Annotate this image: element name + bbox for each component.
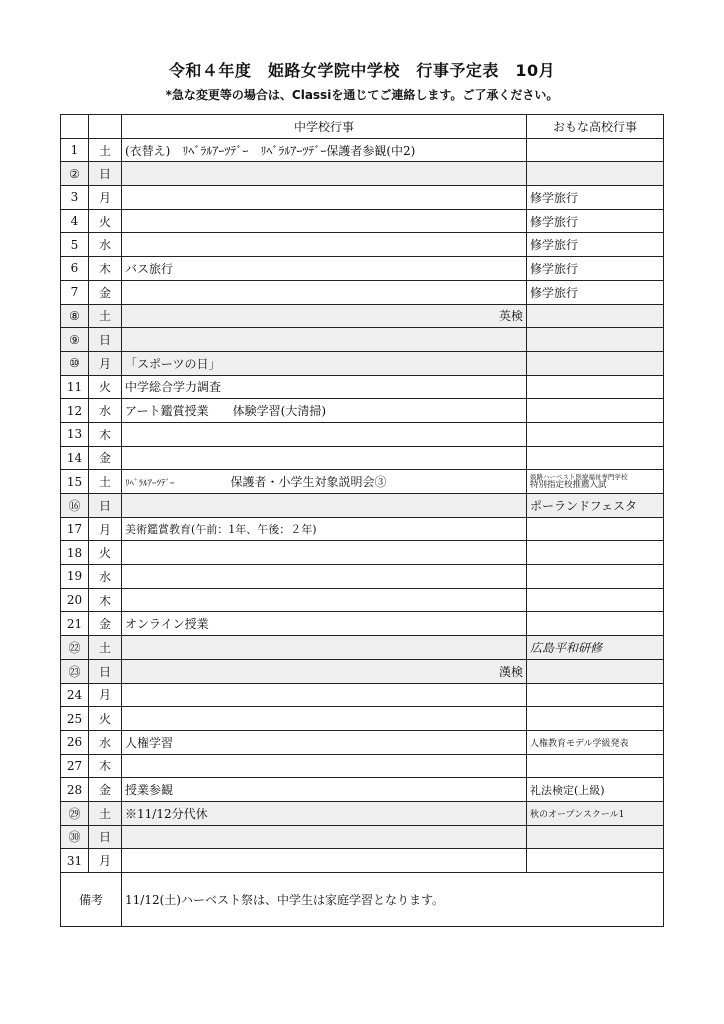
day-number: ⑯ — [61, 494, 89, 518]
table-row — [61, 399, 664, 423]
middle-school-event — [122, 422, 527, 446]
table-row — [61, 801, 664, 825]
high-school-event: 修学旅行 — [527, 257, 664, 281]
table-row — [61, 588, 664, 612]
day-number: 1 — [61, 138, 89, 162]
middle-school-event: ※11/12分代休 — [122, 801, 527, 825]
middle-school-event — [122, 825, 527, 849]
table-row — [61, 375, 664, 399]
weekday: 木 — [89, 422, 122, 446]
day-number: 13 — [61, 422, 89, 446]
high-school-event — [527, 683, 664, 707]
weekday: 木 — [89, 588, 122, 612]
middle-school-event — [122, 446, 527, 470]
middle-school-event: オンライン授業 — [122, 612, 527, 636]
table-row — [61, 328, 664, 352]
high-school-event: 修学旅行 — [527, 186, 664, 210]
high-school-event — [527, 328, 664, 352]
weekday: 月 — [89, 517, 122, 541]
table-row — [61, 849, 664, 873]
high-school-event — [527, 707, 664, 731]
weekday: 水 — [89, 730, 122, 754]
weekday: 木 — [89, 754, 122, 778]
remarks-row — [61, 873, 664, 927]
high-school-event: 修学旅行 — [527, 233, 664, 257]
weekday: 日 — [89, 825, 122, 849]
middle-school-event — [122, 233, 527, 257]
day-number: 26 — [61, 730, 89, 754]
middle-school-event — [122, 754, 527, 778]
day-number: 25 — [61, 707, 89, 731]
high-school-event — [527, 612, 664, 636]
middle-school-event: 美術鑑賞教育(午前：1年、午後：２年) — [122, 517, 527, 541]
table-row — [61, 470, 664, 494]
table-row — [61, 138, 664, 162]
header-middle-school: 中学校行事 — [122, 115, 527, 139]
day-number: 24 — [61, 683, 89, 707]
middle-school-event — [122, 683, 527, 707]
header-day — [61, 115, 89, 139]
high-school-event — [527, 162, 664, 186]
table-row — [61, 304, 664, 328]
weekday: 土 — [89, 138, 122, 162]
high-school-event: ポーランドフェスタ — [527, 494, 664, 518]
middle-school-event: (衣替え) ﾘﾍﾞﾗﾙｱｰﾂﾃﾞｰ ﾘﾍﾞﾗﾙｱｰﾂﾃﾞｰ保護者参観(中2) — [122, 138, 527, 162]
header-row — [61, 115, 664, 139]
day-number: 6 — [61, 257, 89, 281]
table-row — [61, 422, 664, 446]
middle-school-event — [122, 588, 527, 612]
day-number: 7 — [61, 280, 89, 304]
day-number: ⑨ — [61, 328, 89, 352]
weekday: 月 — [89, 683, 122, 707]
table-row — [61, 778, 664, 802]
day-number: ② — [61, 162, 89, 186]
middle-school-event — [122, 707, 527, 731]
middle-school-event — [122, 209, 527, 233]
table-row — [61, 565, 664, 589]
header-high-school: おもな高校行事 — [527, 115, 664, 139]
middle-school-event — [122, 541, 527, 565]
middle-school-event — [122, 494, 527, 518]
remarks-text: 11/12(土)ハーベスト祭は、中学生は家庭学習となります。 — [122, 873, 664, 927]
day-number: 19 — [61, 565, 89, 589]
high-school-event — [527, 588, 664, 612]
table-row — [61, 730, 664, 754]
weekday: 火 — [89, 541, 122, 565]
weekday: 土 — [89, 801, 122, 825]
high-school-event — [527, 446, 664, 470]
weekday: 日 — [89, 494, 122, 518]
high-school-event — [527, 565, 664, 589]
high-school-event — [527, 541, 664, 565]
middle-school-event — [122, 162, 527, 186]
weekday: 土 — [89, 470, 122, 494]
weekday: 火 — [89, 209, 122, 233]
weekday: 月 — [89, 351, 122, 375]
high-school-event: 修学旅行 — [527, 280, 664, 304]
weekday: 月 — [89, 849, 122, 873]
table-row — [61, 754, 664, 778]
high-school-event: 修学旅行 — [527, 209, 664, 233]
day-number: 4 — [61, 209, 89, 233]
middle-school-event — [122, 186, 527, 210]
middle-school-event: バス旅行 — [122, 257, 527, 281]
high-school-event — [527, 422, 664, 446]
info-session: 保護者・小学生対象説明会③ — [230, 475, 387, 490]
table-row — [61, 707, 664, 731]
schedule-table — [60, 114, 664, 927]
table-row — [61, 636, 664, 660]
table-row — [61, 541, 664, 565]
day-number: 5 — [61, 233, 89, 257]
high-school-event: 礼法検定(上級) — [527, 778, 664, 802]
middle-school-event: 「スポーツの日」 — [122, 351, 527, 375]
weekday: 火 — [89, 375, 122, 399]
hs-event-exam: 特別指定校推薦入試 — [530, 480, 607, 491]
table-row — [61, 683, 664, 707]
middle-school-event — [122, 328, 527, 352]
high-school-event — [527, 754, 664, 778]
day-number: 14 — [61, 446, 89, 470]
high-school-event — [527, 825, 664, 849]
middle-school-event — [122, 280, 527, 304]
day-number: 12 — [61, 399, 89, 423]
middle-school-event — [122, 565, 527, 589]
day-number: ⑧ — [61, 304, 89, 328]
day-number: ㉙ — [61, 801, 89, 825]
table-row — [61, 162, 664, 186]
weekday: 日 — [89, 328, 122, 352]
weekday: 土 — [89, 304, 122, 328]
day-number: 31 — [61, 849, 89, 873]
high-school-event — [527, 849, 664, 873]
middle-school-event — [122, 849, 527, 873]
table-row — [61, 659, 664, 683]
weekday: 木 — [89, 257, 122, 281]
weekday: 水 — [89, 233, 122, 257]
weekday: 金 — [89, 778, 122, 802]
table-row — [61, 494, 664, 518]
weekday: 金 — [89, 612, 122, 636]
day-number: ㉓ — [61, 659, 89, 683]
page-subtitle: *急な変更等の場合は、Classiを通じてご連絡します。ご了承ください。 — [165, 88, 559, 102]
weekday: 日 — [89, 659, 122, 683]
table-row — [61, 517, 664, 541]
table-row — [61, 186, 664, 210]
middle-school-event: 英検 — [122, 304, 527, 328]
weekday: 水 — [89, 565, 122, 589]
weekday: 火 — [89, 707, 122, 731]
high-school-event: 人権教育モデル学級発表 — [527, 730, 664, 754]
table-row — [61, 257, 664, 281]
middle-school-event: 漢検 — [122, 659, 527, 683]
liberal-arts-day: ﾘﾍﾞﾗﾙｱｰﾂﾃﾞｰ — [125, 479, 175, 490]
remarks-label: 備考 — [61, 873, 122, 927]
table-row — [61, 825, 664, 849]
high-school-event — [527, 399, 664, 423]
table-row — [61, 351, 664, 375]
high-school-event — [527, 470, 664, 494]
middle-school-event: アート鑑賞授業 体験学習(大清掃) — [122, 399, 527, 423]
weekday: 金 — [89, 280, 122, 304]
middle-school-event — [122, 470, 527, 494]
header-weekday — [89, 115, 122, 139]
high-school-event — [527, 517, 664, 541]
middle-school-event: 人権学習 — [122, 730, 527, 754]
high-school-event — [527, 659, 664, 683]
middle-school-event: 授業参観 — [122, 778, 527, 802]
high-school-event — [527, 304, 664, 328]
middle-school-event — [122, 636, 527, 660]
weekday: 月 — [89, 186, 122, 210]
table-row — [61, 233, 664, 257]
day-number: ㉚ — [61, 825, 89, 849]
high-school-event: 秋のオープンスクール1 — [527, 801, 664, 825]
weekday: 日 — [89, 162, 122, 186]
table-row — [61, 612, 664, 636]
hs-event-school: 姫路ハーベスト医療福祉専門学校 — [530, 473, 628, 482]
high-school-event — [527, 375, 664, 399]
day-number: 3 — [61, 186, 89, 210]
day-number: ㉒ — [61, 636, 89, 660]
middle-school-event: 中学総合学力調査 — [122, 375, 527, 399]
day-number: 18 — [61, 541, 89, 565]
table-row — [61, 446, 664, 470]
day-number: 17 — [61, 517, 89, 541]
high-school-event — [527, 138, 664, 162]
table-row — [61, 280, 664, 304]
day-number: 20 — [61, 588, 89, 612]
weekday: 金 — [89, 446, 122, 470]
weekday: 土 — [89, 636, 122, 660]
day-number: 28 — [61, 778, 89, 802]
weekday: 水 — [89, 399, 122, 423]
page-title: 令和４年度 姫路女学院中学校 行事予定表 10月 — [168, 61, 556, 80]
day-number: 15 — [61, 470, 89, 494]
day-number: ⑩ — [61, 351, 89, 375]
day-number: 27 — [61, 754, 89, 778]
high-school-event — [527, 351, 664, 375]
day-number: 21 — [61, 612, 89, 636]
table-row — [61, 209, 664, 233]
day-number: 11 — [61, 375, 89, 399]
high-school-event: 広島平和研修 — [527, 636, 664, 660]
